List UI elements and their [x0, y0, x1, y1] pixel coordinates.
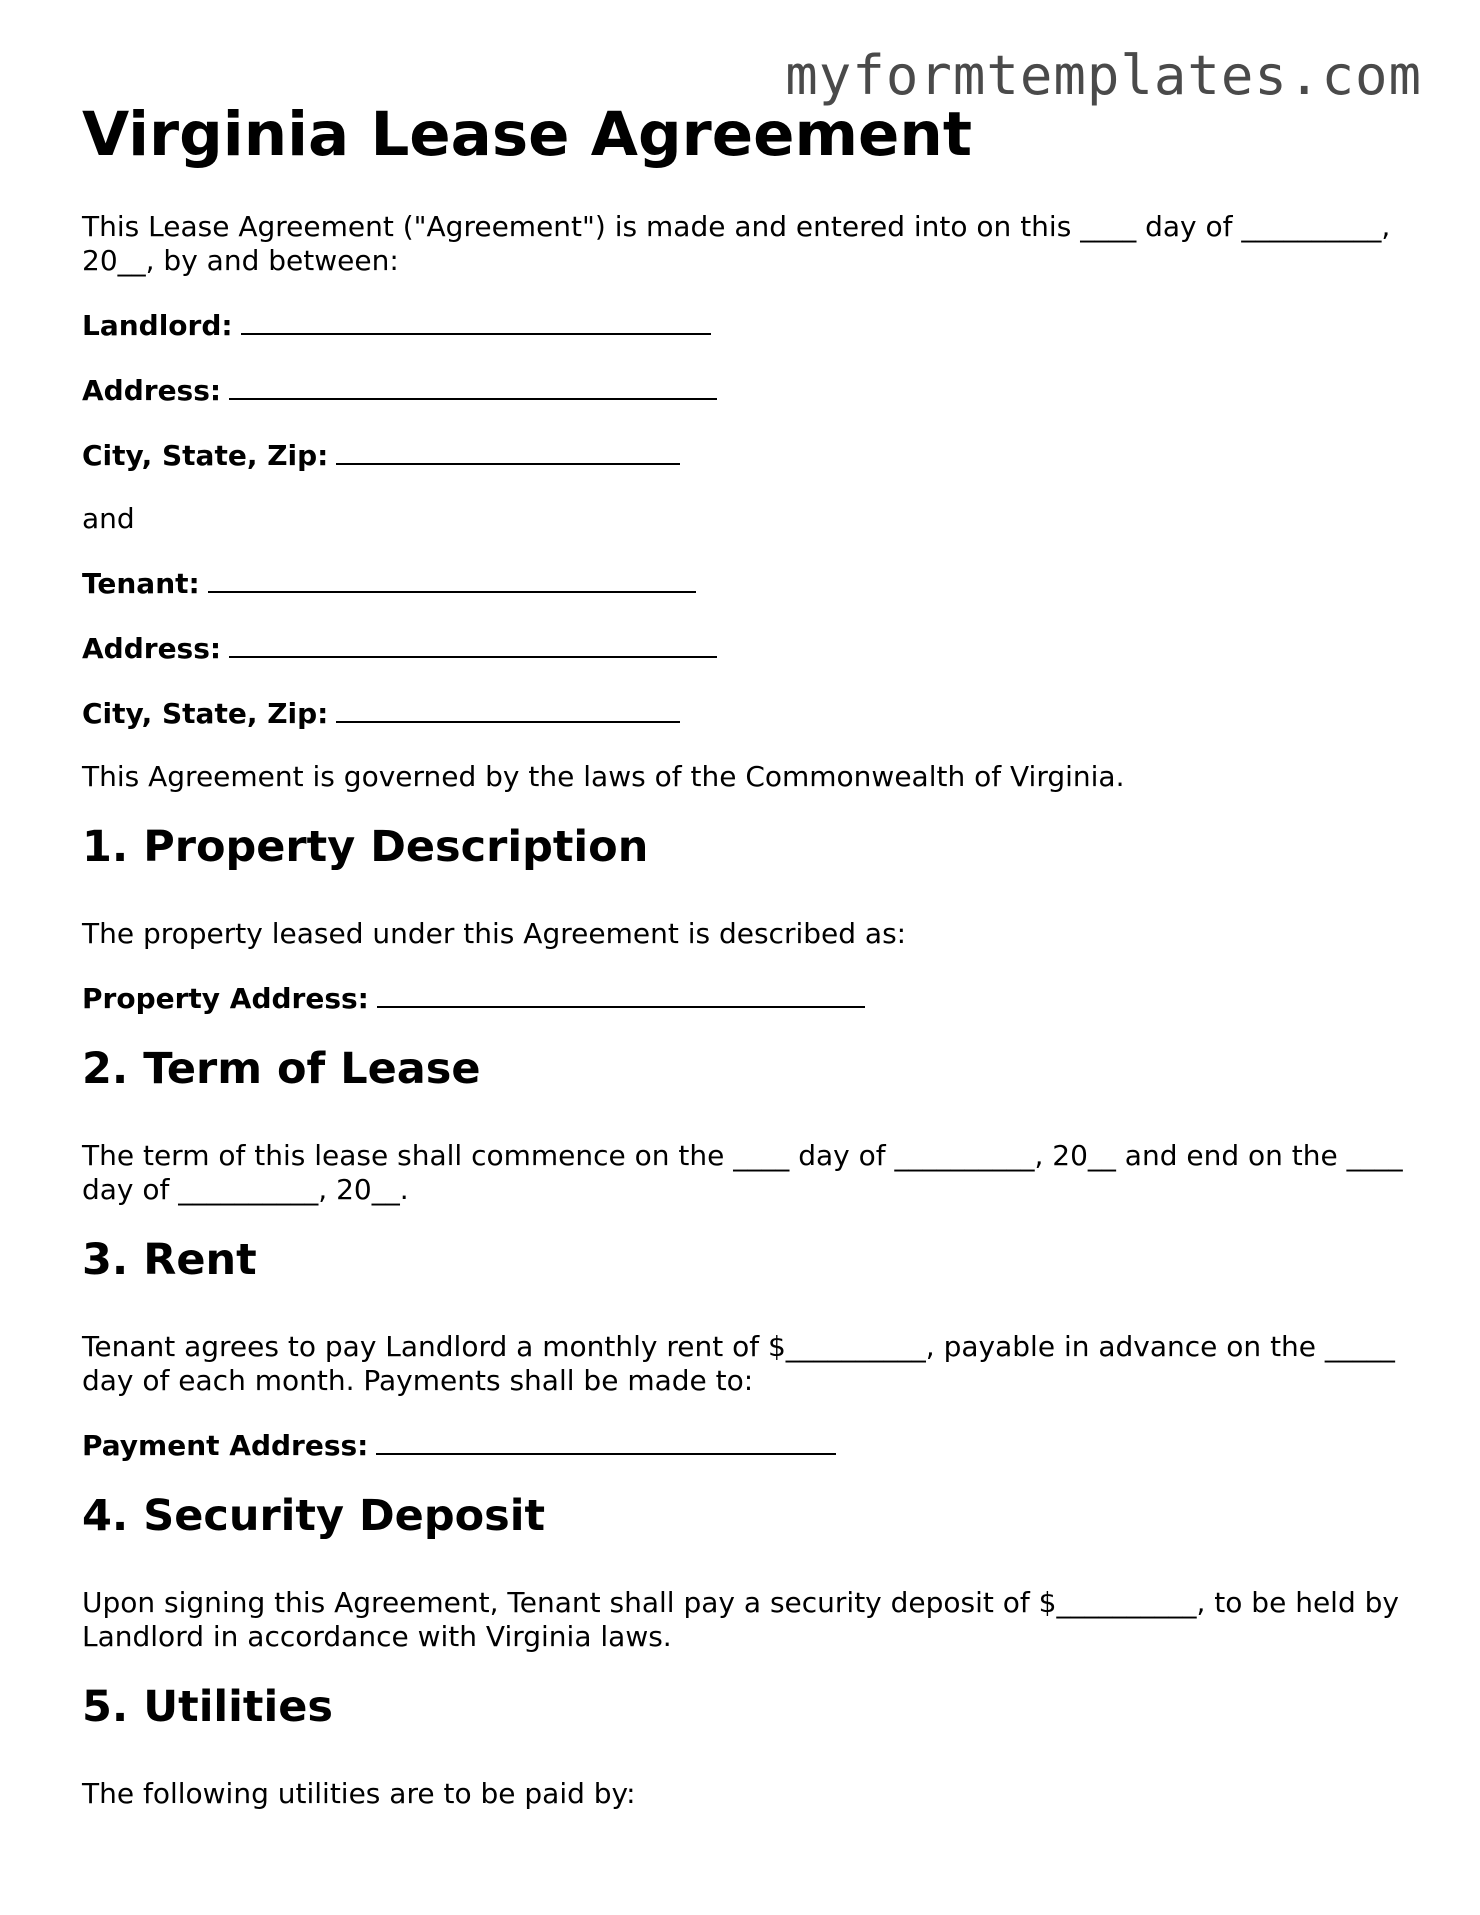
- landlord-name-label: Landlord:: [82, 309, 233, 342]
- landlord-address-blank[interactable]: [229, 372, 717, 400]
- section-heading-term: 2. Term of Lease: [82, 1044, 481, 1094]
- tenant-city-label: City, State, Zip:: [82, 697, 329, 730]
- property-text: The property leased under this Agreement is described as:: [82, 917, 907, 950]
- tenant-city-blank[interactable]: [336, 695, 680, 723]
- term-text: The term of this lease shall commence on the ____ day of __________, 20__ and end on the ____ day of __________, 20__.: [82, 1139, 1403, 1206]
- landlord-address-label: Address:: [82, 374, 222, 407]
- section-heading-property: 1. Property Description: [82, 822, 649, 872]
- deposit-text: Upon signing this Agreement, Tenant shall pay a security deposit of $__________, to be held by Landlord in accordance with Virginia laws.: [82, 1586, 1399, 1653]
- tenant-name-label: Tenant:: [82, 567, 200, 600]
- section-heading-deposit: 4. Security Deposit: [82, 1491, 546, 1541]
- property-address-label: Property Address:: [82, 982, 369, 1015]
- landlord-city-blank[interactable]: [336, 437, 680, 465]
- tenant-address-label: Address:: [82, 632, 222, 665]
- landlord-address-field: [82, 372, 1412, 408]
- landlord-city-label: City, State, Zip:: [82, 439, 329, 472]
- utilities-text: The following utilities are to be paid by:: [82, 1777, 636, 1810]
- and-text: and: [82, 502, 135, 535]
- payment-address-label: Payment Address:: [82, 1429, 369, 1462]
- document-title: Virginia Lease Agreement: [82, 99, 972, 170]
- section-heading-rent: 3. Rent: [82, 1235, 257, 1285]
- landlord-name-blank[interactable]: [241, 307, 711, 335]
- section-heading-utilities: 5. Utilities: [82, 1682, 333, 1732]
- intro-paragraph: This Lease Agreement ("Agreement") is made and entered into on this ____ day of __________, 20__, by and between:: [82, 210, 1391, 277]
- watermark-text: myformtemplates.com: [785, 44, 1422, 107]
- document-body: [82, 210, 1412, 1840]
- payment-address-field: [82, 1427, 1412, 1463]
- governing-law-text: This Agreement is governed by the laws of the Commonwealth of Virginia.: [82, 760, 1125, 793]
- landlord-city-field: [82, 437, 1412, 473]
- property-address-blank[interactable]: [377, 980, 865, 1008]
- tenant-name-field: [82, 565, 1412, 601]
- tenant-city-field: [82, 695, 1412, 731]
- tenant-address-field: [82, 630, 1412, 666]
- rent-text: Tenant agrees to pay Landlord a monthly rent of $__________, payable in advance on the _____ day of each month. Payments shall be made to:: [82, 1330, 1395, 1397]
- payment-address-blank[interactable]: [376, 1427, 836, 1455]
- tenant-address-blank[interactable]: [229, 630, 717, 658]
- tenant-name-blank[interactable]: [208, 565, 696, 593]
- landlord-name-field: [82, 307, 1412, 343]
- property-address-field: [82, 980, 1412, 1016]
